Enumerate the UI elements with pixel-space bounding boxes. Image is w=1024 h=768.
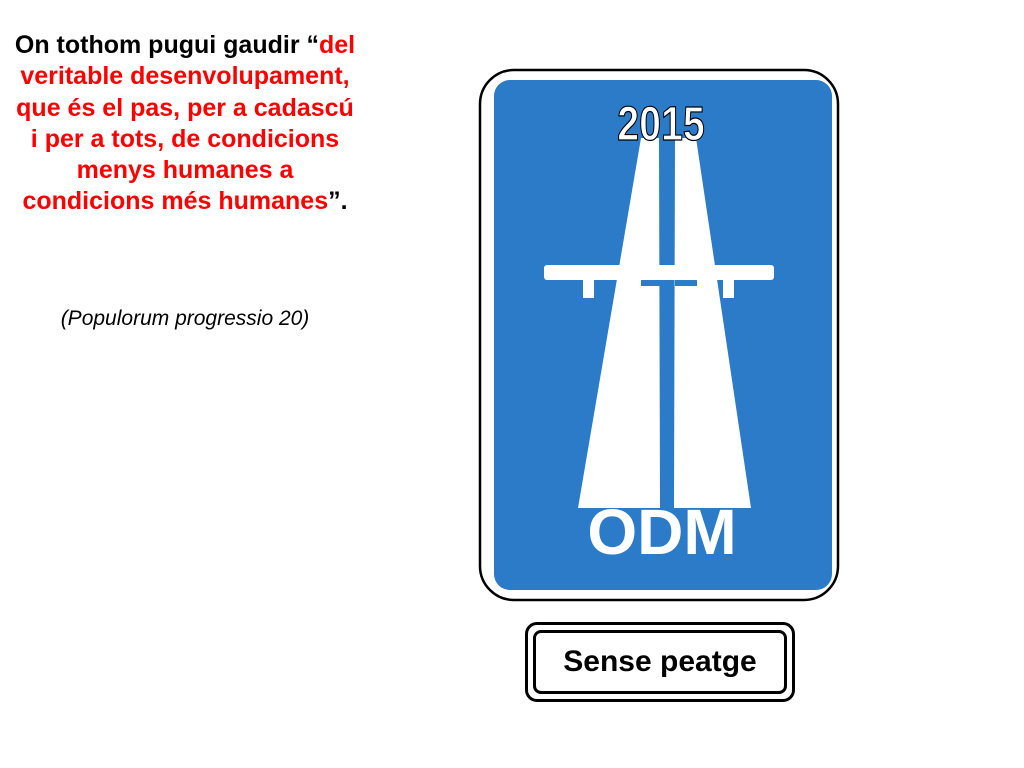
quote-citation: (Populorum progressio 20)	[60, 307, 310, 330]
toll-free-plate	[525, 622, 795, 702]
sign-year-label: 2015	[617, 97, 705, 151]
sign-odm-label: ODM	[587, 496, 737, 568]
overpass-support-right	[723, 276, 734, 298]
quote-outro: ”.	[328, 187, 348, 216]
motorway-sign	[478, 68, 840, 602]
quote-text	[10, 30, 360, 218]
plate-text: Sense peatge	[563, 645, 757, 678]
motorway-sign-graphic	[478, 68, 840, 602]
overpass-bridge	[544, 265, 774, 280]
road-gap-right	[675, 280, 697, 286]
overpass-support-left	[583, 276, 594, 298]
quote-highlight: del veritable desenvolupament, que és el pas, per a cadascú i per a tots, de condicions menys humanes a condicions més humanes	[16, 31, 356, 216]
quote-intro: On tothom pugui gaudir “	[14, 31, 319, 59]
road-gap-left	[641, 280, 661, 286]
